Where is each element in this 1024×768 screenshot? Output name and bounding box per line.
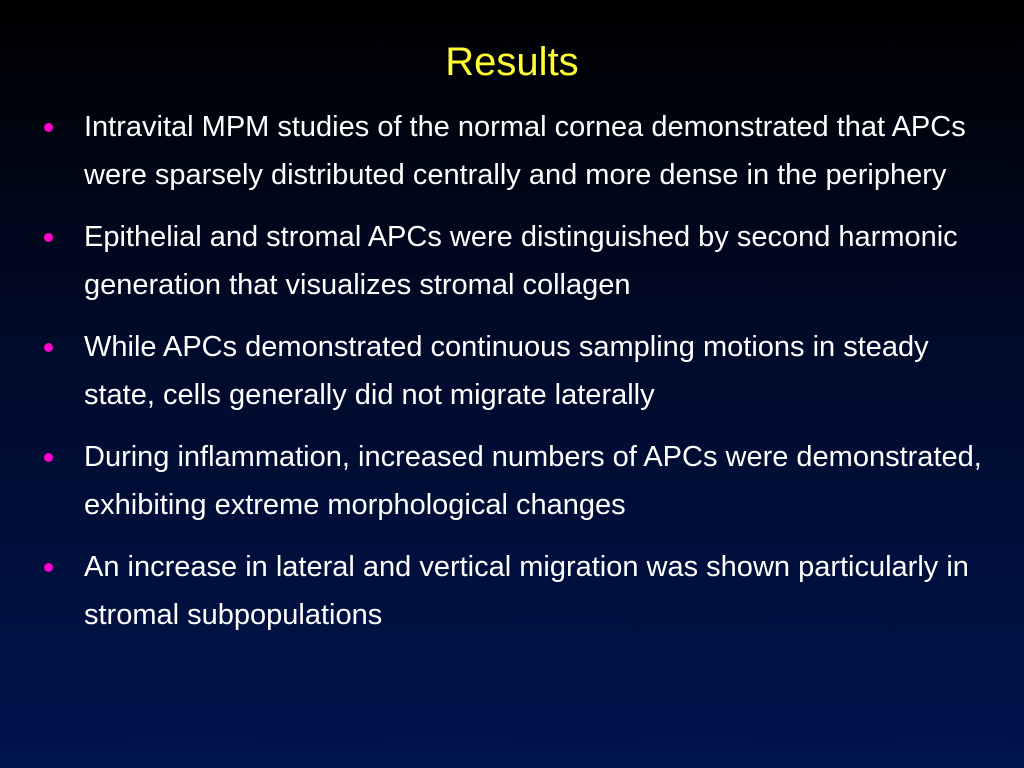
bullet-dot-icon xyxy=(44,233,53,242)
bullet-dot-icon xyxy=(44,453,53,462)
list-item xyxy=(42,213,982,309)
bullet-text: Intravital MPM studies of the normal cornea demonstrated that APCs were sparsely distributed centrally and more dense in the periphery xyxy=(84,111,966,191)
bullet-dot-icon xyxy=(44,343,53,352)
list-item xyxy=(42,103,982,199)
list-item xyxy=(42,433,982,529)
list-item xyxy=(42,543,982,639)
slide-title: Results xyxy=(445,40,579,84)
bullet-dot-icon xyxy=(44,563,53,572)
list-item xyxy=(42,323,982,419)
bullet-text: During inflammation, increased numbers of APCs were demonstrated, exhibiting extreme morphological changes xyxy=(84,441,982,521)
bullet-text: An increase in lateral and vertical migration was shown particularly in stromal subpopulations xyxy=(84,551,969,631)
bullet-list xyxy=(42,103,982,653)
bullet-dot-icon xyxy=(44,123,53,132)
bullet-text: Epithelial and stromal APCs were distinguished by second harmonic generation that visualizes stromal collagen xyxy=(84,221,958,301)
bullet-text: While APCs demonstrated continuous sampling motions in steady state, cells generally did not migrate laterally xyxy=(84,331,929,411)
